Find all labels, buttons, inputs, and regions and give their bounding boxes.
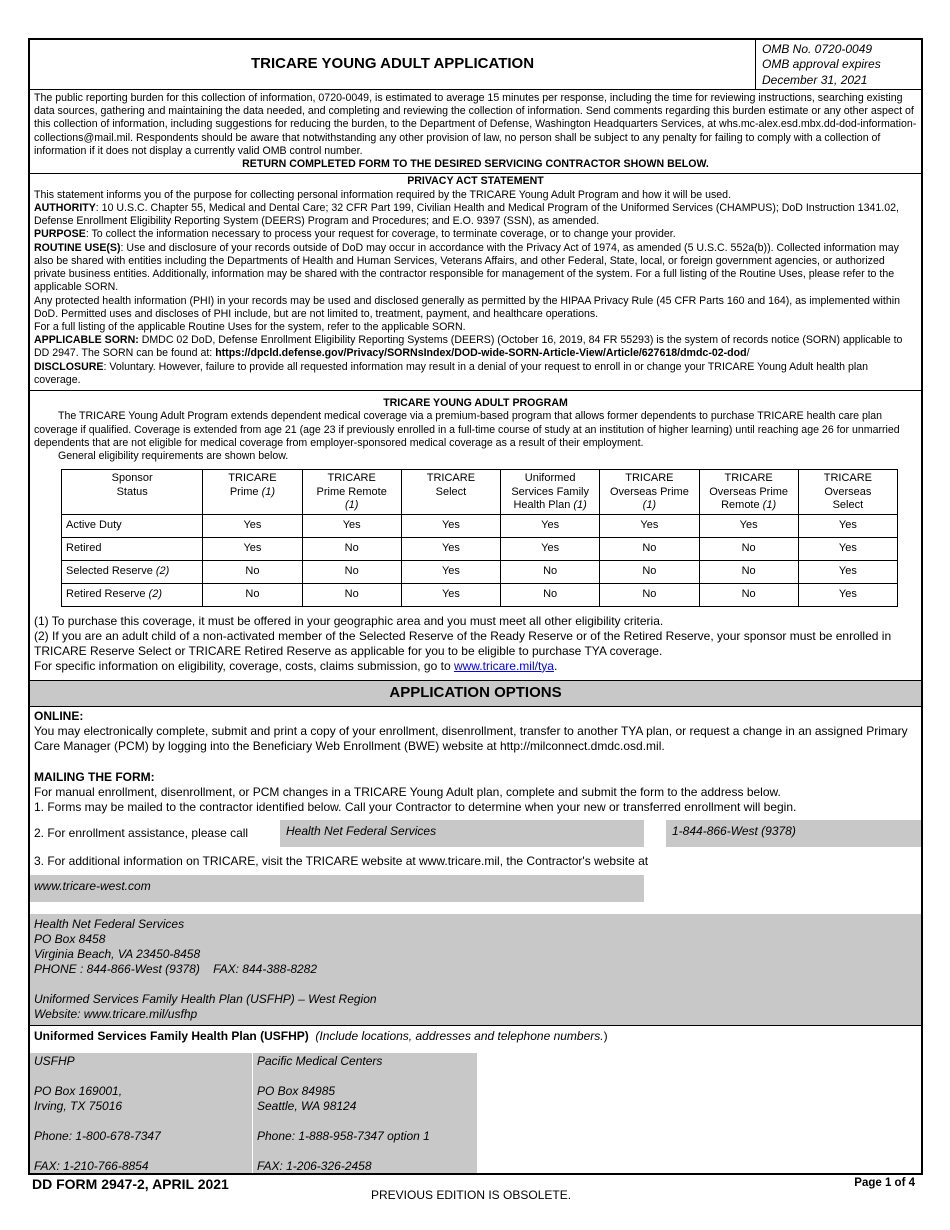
form-page — [28, 38, 923, 1175]
eligibility-header-row — [62, 470, 898, 515]
eligibility-cell: No — [501, 583, 600, 606]
mailing-item-1: 1. Forms may be mailed to the contractor identified below. Call your Contractor to determine when your new or transferred enrollment will begin. — [34, 799, 797, 814]
purpose-label: PURPOSE — [34, 228, 86, 241]
specific-info-tail: . — [553, 658, 558, 673]
note-2: (2) If you are an adult child of a non-activated member of the Selected Reserve of the Ready Reserve or of the Retired Reserve, your sponsor must be enrolled in TRICARE Reserve Select or TRICARE Retired Reserve as applicable for you to be eligible to purchase TYA coverage. — [34, 628, 892, 658]
eligibility-cell: Yes — [798, 560, 897, 583]
omb-number: OMB No. 0720-0049 — [762, 42, 873, 56]
specific-info-text: For specific information on eligibility, coverage, costs, claims submission, go to — [34, 658, 454, 673]
address-line-6: Website: www.tricare.mil/usfhp — [34, 1006, 198, 1021]
sponsor-status-cell: Retired — [62, 537, 203, 560]
contractor-website-row — [30, 875, 921, 903]
program-description: The TRICARE Young Adult Program extends dependent medical coverage via a premium-based program that allows former dependents to purchase TRICARE health care plan coverage if qualified. Coverage is extended from age 21 (age 23 if previously enrolled in a full-time course of study at an institution of higher learning) until reaching age 26 for unmarried dependents that are not eligible for medical coverage from employer-sponsored medical coverage as a result of their employment. — [34, 410, 900, 449]
enrollment-assistance-row — [30, 819, 921, 848]
eligibility-column-header: TRICARE Prime Remote (1) — [302, 470, 401, 515]
mailing-text: For manual enrollment, disenrollment, or PCM changes in a TRICARE Young Adult plan, complete and submit the form to the address below. — [34, 784, 781, 799]
sorn-url: https://dpcld.defense.gov/Privacy/SORNsIndex/DOD-wide-SORN-Article-View/Article/627618/dmdc-02-dod — [215, 347, 747, 360]
eligibility-cell: Yes — [203, 514, 302, 537]
routine-text: : Use and disclosure of your records outside of DoD may occur in accordance with the Privacy Act of 1974, as amended (5 U.S.C. 552a(b)). Collected information may also be shared with entities including the Departments of Health and Human Services, Veterans Affairs, and other Federal, State, local, or foreign government agencies, or authorized private business entities. Additionally, information may be shared with the contractor responsible for management of the system. For a full listing of the Routine Uses, please refer to the applicable SORN. — [34, 241, 899, 294]
eligibility-table — [61, 469, 898, 607]
mailing-item-2: 2. For enrollment assistance, please call — [34, 825, 249, 840]
sorn-url-tail: / — [746, 347, 750, 360]
address-line-1: Health Net Federal Services — [34, 916, 185, 931]
additional-info-row — [30, 848, 921, 875]
eligibility-cell: No — [302, 537, 401, 560]
provider-name: USFHP — [34, 1053, 75, 1068]
purpose-text: : To collect the information necessary to process your request for coverage, to terminate coverage, or to change your provider. — [85, 228, 676, 241]
eligibility-column-header: TRICARE Select — [401, 470, 500, 515]
authority-label: AUTHORITY — [34, 201, 96, 214]
eligibility-column-header: TRICARE Overseas Prime Remote (1) — [699, 470, 798, 515]
privacy-intro: This statement informs you of the purpose for collecting personal information required by the TRICARE Young Adult Program and how it will be used. — [34, 188, 732, 201]
privacy-act-statement — [30, 174, 921, 391]
omb-expires-date: December 31, 2021 — [762, 72, 868, 87]
usfhp-provider-field[interactable] — [30, 1053, 253, 1175]
eligibility-cell: Yes — [401, 560, 500, 583]
provider-address-2: Irving, TX 75016 — [34, 1098, 123, 1113]
address-line-3: Virginia Beach, VA 23450-8458 — [34, 946, 201, 961]
form-header — [30, 40, 921, 90]
address-line-2: PO Box 8458 — [34, 931, 106, 946]
burden-statement — [30, 90, 921, 174]
burden-text: The public reporting burden for this collection of information, 0720-0049, is estimated to average 15 minutes per response, including the time for reviewing instructions, searching existing data sources, gathering and maintaining the data needed, and completing and reviewing the collection of information. Send comments regarding this burden estimate or any other aspect of this collection of information, including suggestions for reducing the burden, to the Department of Defense, Washington Headquarters Services, at whs.mc-alex.esd.mbx.dd-dod-information-collections@mail.mil. Respondents should be aware that notwithstanding any other provision of law, no person shall be subject to any penalty for failing to comply with a collection of information if it does not display a currently valid OMB control number. — [34, 92, 917, 157]
omb-box — [755, 40, 921, 89]
contractor-name-field[interactable]: Health Net Federal Services — [280, 820, 644, 847]
provider-fax: FAX: 1-210-766-8854 — [34, 1158, 149, 1173]
eligibility-row — [62, 514, 898, 537]
specific-info — [34, 659, 917, 674]
sorn-text: DMDC 02 DoD, Defense Enrollment Eligibility Reporting Systems (DEERS) (October 16, 2019, 84 FR 55293) is the system of records notice (SORN) applicable to DD 2947. The SORN can be found at: — [34, 334, 903, 360]
eligibility-cell: Yes — [798, 514, 897, 537]
usfhp-subtitle-tail: ) — [603, 1028, 608, 1043]
eligibility-cell: Yes — [798, 537, 897, 560]
eligibility-cell: Yes — [600, 514, 699, 537]
authority-paragraph — [34, 202, 917, 228]
form-id: DD FORM 2947-2, APRIL 2021 — [32, 1176, 229, 1192]
usfhp-subtitle: (Include locations, addresses and telephone numbers. — [315, 1028, 604, 1043]
disclosure-paragraph — [34, 361, 917, 387]
page-number: Page 1 of 4 — [854, 1177, 915, 1189]
eligibility-row — [62, 560, 898, 583]
application-options — [30, 707, 921, 1175]
usfhp-provider-field[interactable] — [253, 1053, 477, 1175]
mailing-label: MAILING THE FORM: — [34, 769, 155, 784]
eligibility-cell: No — [600, 583, 699, 606]
routine-label: ROUTINE USE(S) — [34, 241, 121, 254]
provider-address-2: Seattle, WA 98124 — [257, 1098, 357, 1113]
eligibility-row — [62, 537, 898, 560]
contractor-phone-field[interactable]: 1-844-866-West (9378) — [666, 820, 921, 847]
note-1: (1) To purchase this coverage, it must be offered in your geographic area and you must meet all other eligibility criteria. — [34, 613, 664, 628]
sponsor-status-cell: Selected Reserve (2) — [62, 560, 203, 583]
privacy-title: PRIVACY ACT STATEMENT — [407, 175, 544, 188]
tya-link[interactable]: www.tricare.mil/tya — [453, 658, 554, 673]
full-listing-paragraph: For a full listing of the applicable Routine Uses for the system, refer to the applicable SORN. — [34, 320, 466, 333]
obsolete-notice: PREVIOUS EDITION IS OBSOLETE. — [371, 1188, 572, 1202]
requirements-intro: General eligibility requirements are shown below. — [58, 450, 289, 463]
eligibility-body — [62, 514, 898, 606]
usfhp-heading — [30, 1026, 921, 1053]
usfhp-title: Uniformed Services Family Health Plan (USFHP) — [34, 1028, 309, 1043]
mailing-item-3: 3. For additional information on TRICARE, visit the TRICARE website at www.tricare.mil, the Contractor's website at — [34, 853, 649, 868]
eligibility-cell: No — [203, 583, 302, 606]
address-line-4: PHONE : 844-866-West (9378) FAX: 844-388-8282 — [34, 961, 318, 976]
eligibility-column-header: TRICARE Prime (1) — [203, 470, 302, 515]
contractor-website-field[interactable]: www.tricare-west.com — [30, 875, 644, 902]
eligibility-cell: Yes — [203, 537, 302, 560]
application-options-heading: APPLICATION OPTIONS — [30, 680, 921, 707]
eligibility-cell: Yes — [798, 583, 897, 606]
eligibility-cell: Yes — [501, 537, 600, 560]
return-notice: RETURN COMPLETED FORM TO THE DESIRED SERVICING CONTRACTOR SHOWN BELOW. — [242, 158, 709, 171]
eligibility-cell: No — [699, 560, 798, 583]
eligibility-column-header: TRICARE Overseas Prime (1) — [600, 470, 699, 515]
form-footer — [28, 1176, 923, 1206]
eligibility-cell: No — [600, 560, 699, 583]
authority-text: : 10 U.S.C. Chapter 55, Medical and Dental Care; 32 CFR Part 199, Civilian Health and Medical Program of the Uniformed Services (CHAMPUS); DoD Instruction 1341.02, Defense Enrollment Eligibility Reporting System (DEERS) Program and Procedures; and E.O. 9397 (SSN), as amended. — [34, 201, 899, 228]
online-text: You may electronically complete, submit and print a copy of your enrollment, disenrollment, transfer to another TYA plan, or request a change in an assigned Primary Care Manager (PCM) by logging into the Beneficiary Web Enrollment (BWE) website at http://milconnect.dmdc.osd.mil. — [34, 723, 908, 753]
eligibility-cell: No — [501, 560, 600, 583]
eligibility-cell: No — [302, 583, 401, 606]
eligibility-cell: Yes — [401, 537, 500, 560]
online-label: ONLINE: — [34, 708, 84, 723]
eligibility-cell: No — [302, 560, 401, 583]
form-title: TRICARE YOUNG ADULT APPLICATION — [250, 55, 535, 73]
eligibility-column-header: Sponsor Status — [62, 470, 203, 515]
eligibility-cell: No — [203, 560, 302, 583]
eligibility-column-header: TRICARE Overseas Select — [798, 470, 897, 515]
provider-phone: Phone: 1-800-678-7347 — [34, 1128, 161, 1143]
eligibility-cell: No — [699, 537, 798, 560]
usfhp-providers — [30, 1053, 921, 1175]
eligibility-cell: Yes — [302, 514, 401, 537]
eligibility-cell: No — [600, 537, 699, 560]
provider-address-1: PO Box 84985 — [257, 1083, 336, 1098]
eligibility-cell: Yes — [699, 514, 798, 537]
contractor-address-field[interactable] — [30, 914, 921, 1026]
eligibility-column-header: Uniformed Services Family Health Plan (1) — [501, 470, 600, 515]
routine-uses-paragraph — [34, 242, 917, 295]
omb-expires-label: OMB approval expires — [762, 57, 881, 72]
eligibility-row — [62, 583, 898, 606]
phi-paragraph: Any protected health information (PHI) in your records may be used and disclosed generally as permitted by the HIPAA Privacy Rule (45 CFR Parts 160 and 164), as implemented within DoD. Permitted uses and discloses of PHI include, but are not limited to, treatment, payment, and healthcare operations. — [34, 294, 900, 320]
eligibility-cell: Yes — [401, 514, 500, 537]
program-title: TRICARE YOUNG ADULT PROGRAM — [383, 397, 568, 410]
mailing-block — [30, 754, 921, 815]
disclosure-text: : Voluntary. However, failure to provide all requested information may result in a denial of your request to enroll in or change your TRICARE Young Adult health plan coverage. — [34, 360, 869, 386]
disclosure-label: DISCLOSURE — [34, 360, 104, 373]
sponsor-status-cell: Retired Reserve (2) — [62, 583, 203, 606]
provider-fax: FAX: 1-206-326-2458 — [257, 1158, 372, 1173]
purpose-paragraph — [34, 228, 917, 241]
eligibility-notes — [30, 609, 921, 680]
provider-name: Pacific Medical Centers — [257, 1053, 383, 1068]
online-block — [30, 707, 921, 754]
eligibility-cell: No — [699, 583, 798, 606]
sorn-paragraph — [34, 334, 917, 360]
sorn-label: APPLICABLE SORN: — [34, 334, 139, 347]
address-line-5: Uniformed Services Family Health Plan (USFHP) – West Region — [34, 991, 377, 1006]
eligibility-cell: Yes — [401, 583, 500, 606]
provider-phone: Phone: 1-888-958-7347 option 1 — [257, 1128, 430, 1143]
sponsor-status-cell: Active Duty — [62, 514, 203, 537]
tya-program-section — [30, 391, 921, 609]
eligibility-cell: Yes — [501, 514, 600, 537]
provider-address-1: PO Box 169001, — [34, 1083, 123, 1098]
